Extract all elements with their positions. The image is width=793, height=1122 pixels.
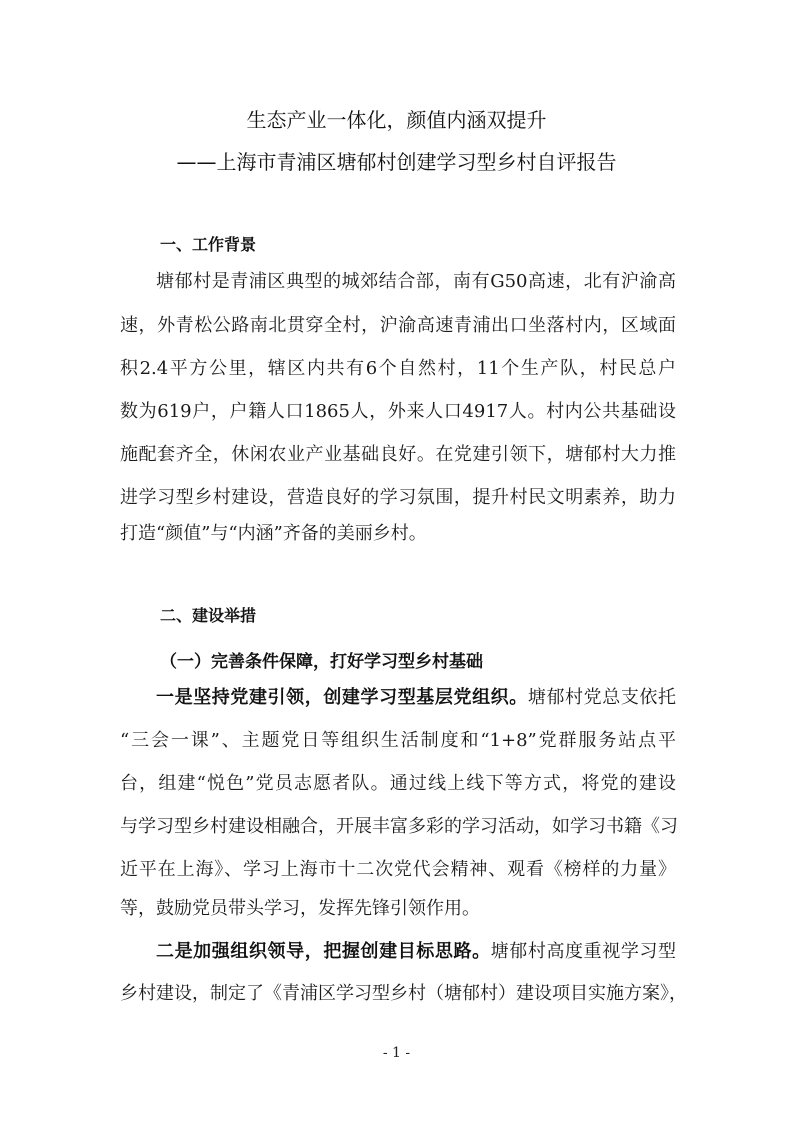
paragraph-line: 进学习型乡村建设，营造良好的学习氛围，提升村民文明素养，助力 [120,487,676,508]
paragraph-lead: 二是加强组织领导，把握创建目标思路。 [156,941,491,962]
paragraph-line: 打造“颜值”与“内涵”齐备的美丽乡村。 [120,523,427,544]
paragraph-line: 积2.4平方公里，辖区内共有6个自然村，11个生产队，村民总户 [120,358,676,379]
subsection-heading: （一）完善条件保障，打好学习型乡村基础 [160,652,483,672]
paragraph-text: 塘郁村党总支依托 [527,687,677,708]
paragraph-line: 施配套齐全，休闲农业产业基础良好。在党建引领下，塘郁村大力推 [120,444,676,465]
paragraph-line: “三会一课”、主题党日等组织生活制度和“1+8”党群服务站点平 [120,730,676,751]
paragraph-line: 数为619户，户籍人口1865人，外来人口4917人。村内公共基础设 [120,401,676,422]
paragraph-line: 速，外青松公路南北贯穿全村，沪渝高速青浦出口坐落村内，区域面 [120,315,676,336]
paragraph-line: 等，鼓励党员带头学习，发挥先锋引领作用。 [120,898,480,919]
paragraph-line [156,686,676,710]
paragraph-line: 近平在上海》、学习上海市十二次党代会精神、观看《榜样的力量》 [120,859,676,880]
section-heading-background: 一、工作背景 [160,235,257,254]
paragraph-lead: 一是坚持党建引领，创建学习型基层党组织。 [156,687,528,708]
paragraph-line: 塘郁村是青浦区典型的城郊结合部，南有G50高速，北有沪渝高 [156,271,676,292]
paragraph-line: 乡村建设，制定了《青浦区学习型乡村（塘郁村）建设项目实施方案》， [120,983,687,1004]
document-subtitle: ——上海市青浦区塘郁村创建学习型乡村自评报告 [176,150,617,174]
section-heading-measures: 二、建设举措 [160,606,257,625]
paragraph-text: 塘郁村高度重视学习型 [490,941,677,962]
paragraph-line: 台，组建“悦色”党员志愿者队。通过线上线下等方式，将党的建设 [120,773,676,794]
page-number: - 1 - [382,1045,411,1061]
paragraph-line: 与学习型乡村建设相融合，开展丰富多彩的学习活动，如学习书籍《习 [120,816,678,837]
document-title: 生态产业一体化，颜值内涵双提升 [246,108,547,132]
paragraph-line [156,940,676,964]
